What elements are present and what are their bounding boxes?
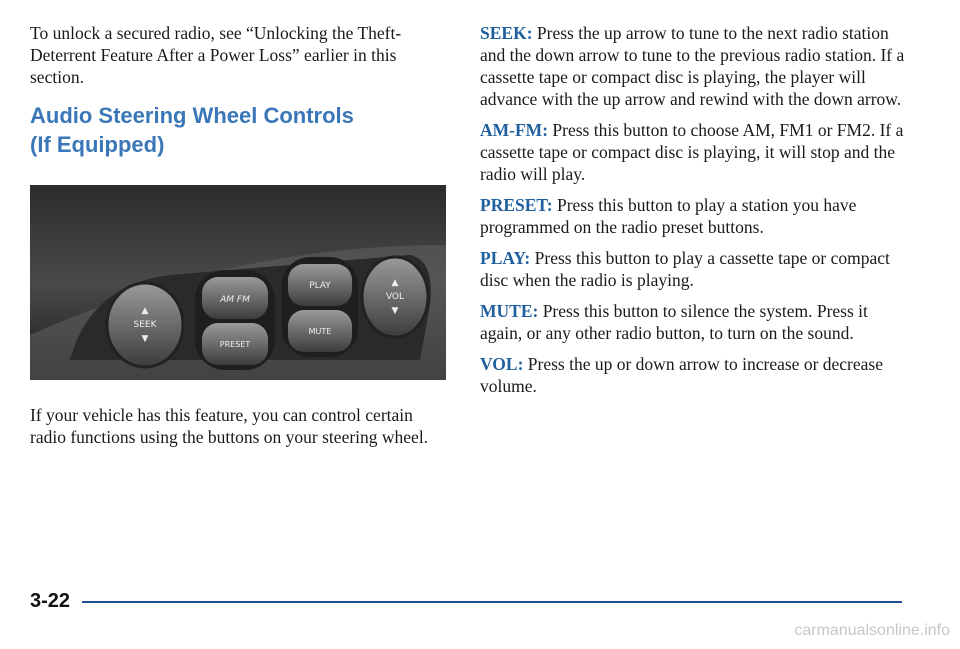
watermark: carmanualsonline.info [794,622,950,639]
vol-label: VOL [385,292,405,302]
entry-term: MUTE: [480,301,539,321]
right-column [480,22,910,406]
entry-term: AM-FM: [480,120,549,140]
entry-term: PRESET: [480,195,553,215]
am-fm-preset-buttons [195,270,275,370]
play-mute-buttons [282,257,358,357]
entry-text: Press this button to play a cassette tape or compact disc when the radio is playing. [480,248,890,290]
entry-text: Press this button to play a station you have programmed on the radio preset buttons. [480,195,857,237]
svg-text:▼: ▼ [391,306,399,316]
heading-line-2: (If Equipped) [30,132,165,157]
page-number: 3-22 [30,590,71,612]
vol-entry [480,353,910,397]
preset-entry [480,194,910,238]
page-footer [30,588,902,614]
photo-caption: If your vehicle has this feature, you can control certain radio functions using the buttons on your steering wheel. [30,405,429,447]
entry-term: SEEK: [480,23,533,43]
am-fm-label: AM FM [220,295,250,305]
svg-text:▲: ▲ [141,306,149,316]
mute-label: MUTE [308,327,332,336]
seek-entry [480,22,910,110]
am-fm-entry [480,119,910,185]
preset-label: PRESET [219,340,251,349]
left-column [30,22,452,448]
entry-text: Press the up or down arrow to increase or decrease volume. [480,354,883,396]
seek-label: SEEK [133,320,157,330]
controls-illustration [30,185,446,380]
mute-entry [480,300,910,344]
svg-text:▲: ▲ [391,278,399,288]
entry-text: Press this button to silence the system. Press it again, or any other radio button, to turn on the sound. [480,301,868,343]
intro-paragraph: To unlock a secured radio, see “Unlocking the Theft-Deterrent Feature After a Power Loss” earlier in this section. [30,23,402,87]
entry-text: Press the up arrow to tune to the next radio station and the down arrow to tune to the previous radio station. If a cassette tape or compact disc is playing, the player will advance with the up arrow and rewind with the down arrow. [480,23,905,109]
steering-wheel-controls-photo [30,185,446,380]
heading-line-1: Audio Steering Wheel Controls [30,103,354,128]
entry-text: Press this button to choose AM, FM1 or FM2. If a cassette tape or compact disc is playing, it will stop and the radio will play. [480,120,904,184]
footer-rule [82,601,902,603]
play-label: PLAY [309,281,331,291]
entry-term: VOL: [480,354,524,374]
vol-button [362,257,428,337]
play-entry [480,247,910,291]
section-heading [30,101,452,159]
svg-text:▼: ▼ [141,334,149,344]
seek-button [107,283,183,367]
entry-term: PLAY: [480,248,531,268]
